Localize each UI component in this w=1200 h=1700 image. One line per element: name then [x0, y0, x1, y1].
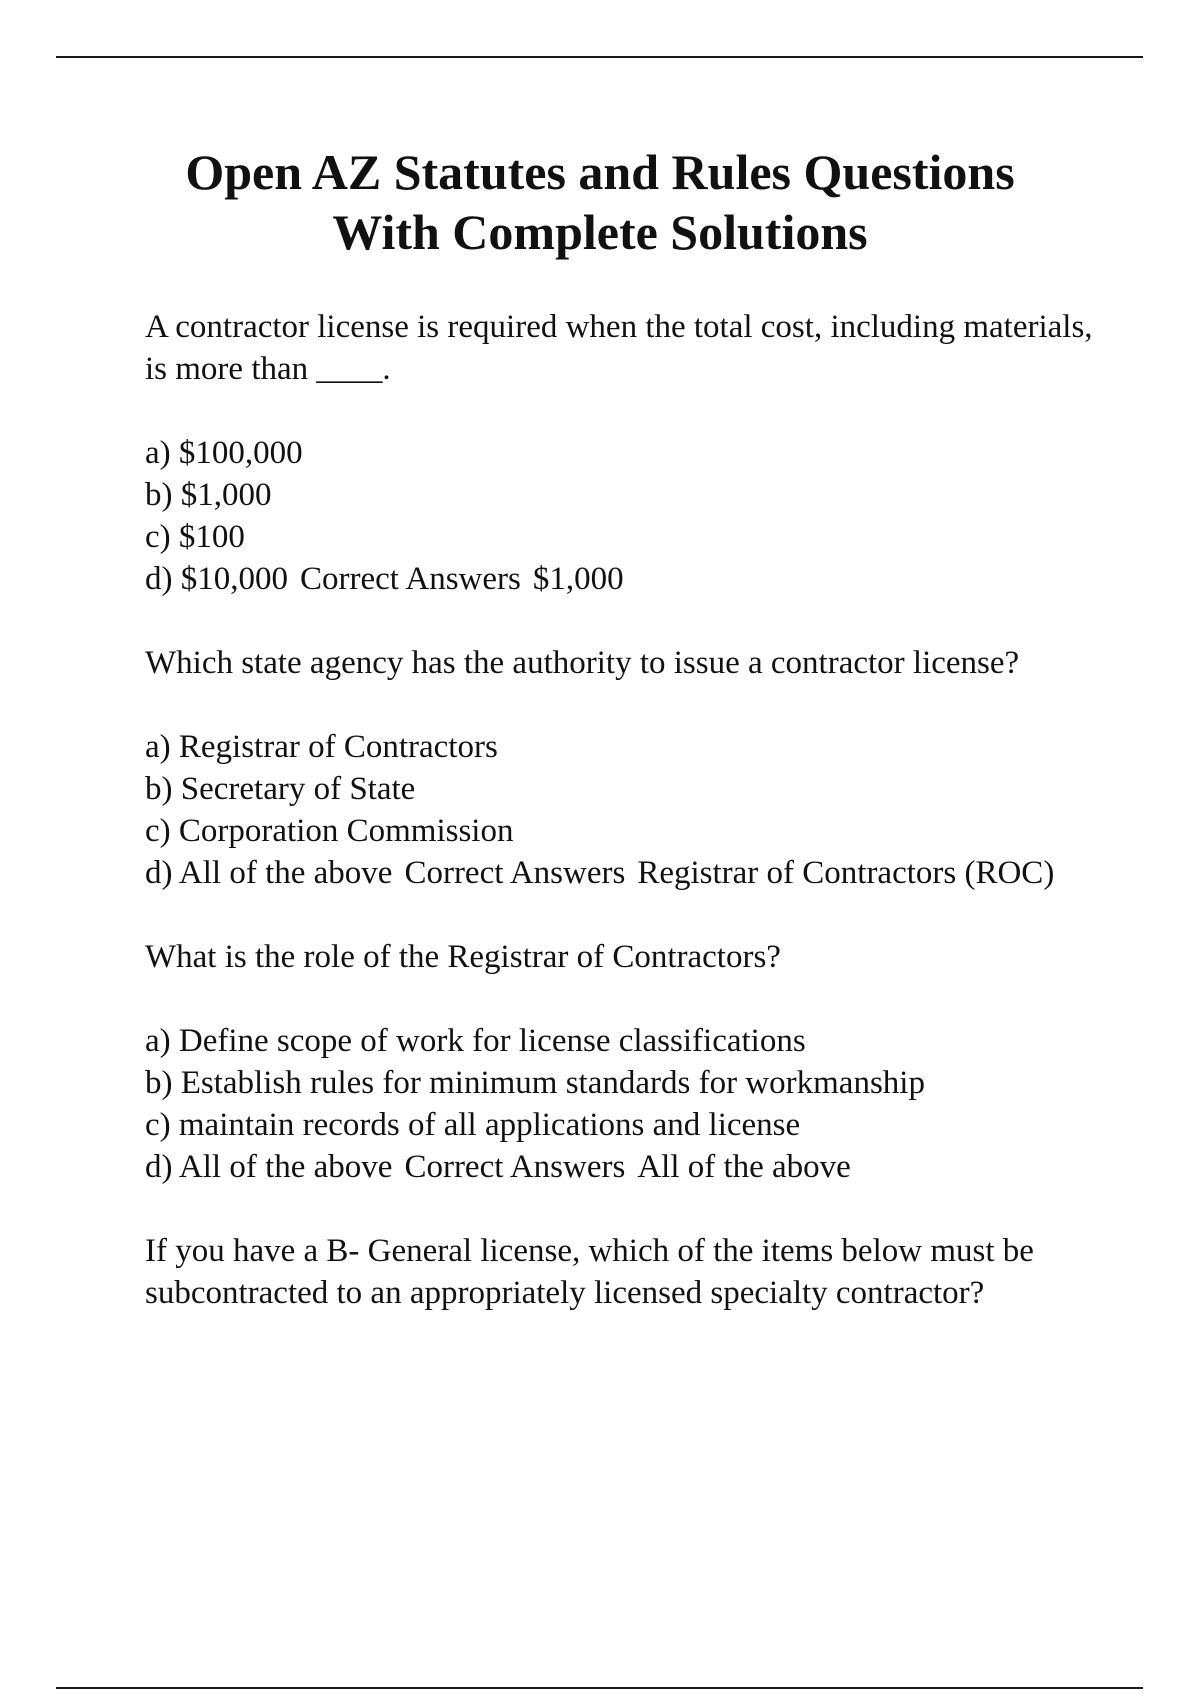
question-1-option-b: b) $1,000 — [145, 477, 272, 513]
question-3-text: What is the role of the Registrar of Contractors? — [145, 939, 781, 975]
question-3-option-a: a) Define scope of work for license classifications — [145, 1023, 806, 1059]
question-2-answer-label: Correct Answers — [404, 855, 626, 891]
title-line-2: With Complete Solutions — [332, 204, 868, 260]
question-1-text: A contractor license is required when the total cost, including materials, is more than ____. — [145, 309, 1093, 387]
question-2-option-b: b) Secretary of State — [145, 771, 416, 807]
question-4-text: If you have a B- General license, which of the items below must be subcontracted to an appropriately licensed specialty contractor? — [145, 1233, 1034, 1311]
question-2-option-d-with-answer — [145, 852, 1105, 894]
question-1-option-a: a) $100,000 — [145, 435, 303, 471]
top-rule — [56, 56, 1143, 58]
question-2-option-a: a) Registrar of Contractors — [145, 729, 498, 765]
question-1-options — [145, 432, 1105, 600]
question-2-options — [145, 726, 1105, 894]
question-1-answer: $1,000 — [532, 561, 624, 597]
question-3-option-d-with-answer — [145, 1146, 1105, 1188]
question-3-option-c: c) maintain records of all applications and license — [145, 1107, 801, 1143]
question-1-option-d-with-answer — [145, 558, 1105, 600]
question-2-text: Which state agency has the authority to issue a contractor license? — [145, 645, 1020, 681]
title-line-1: Open AZ Statutes and Rules Questions — [185, 144, 1015, 200]
bottom-rule — [56, 1687, 1143, 1689]
question-3-option-b: b) Establish rules for minimum standards for workmanship — [145, 1065, 925, 1101]
document-title — [0, 142, 1200, 262]
question-2-option-d: d) All of the above — [145, 855, 393, 891]
question-1-answer-label: Correct Answers — [300, 561, 521, 597]
question-2-option-c: c) Corporation Commission — [145, 813, 514, 849]
question-1-option-d: d) $10,000 — [145, 561, 288, 597]
question-3-option-d: d) All of the above — [145, 1149, 393, 1185]
question-3-options — [145, 1020, 1105, 1188]
question-2-answer: Registrar of Contractors (ROC) — [637, 855, 1055, 891]
question-3-answer-label: Correct Answers — [404, 1149, 626, 1185]
question-list — [145, 306, 1105, 1356]
question-3-answer: All of the above — [637, 1149, 851, 1185]
question-1-option-c: c) $100 — [145, 519, 245, 555]
